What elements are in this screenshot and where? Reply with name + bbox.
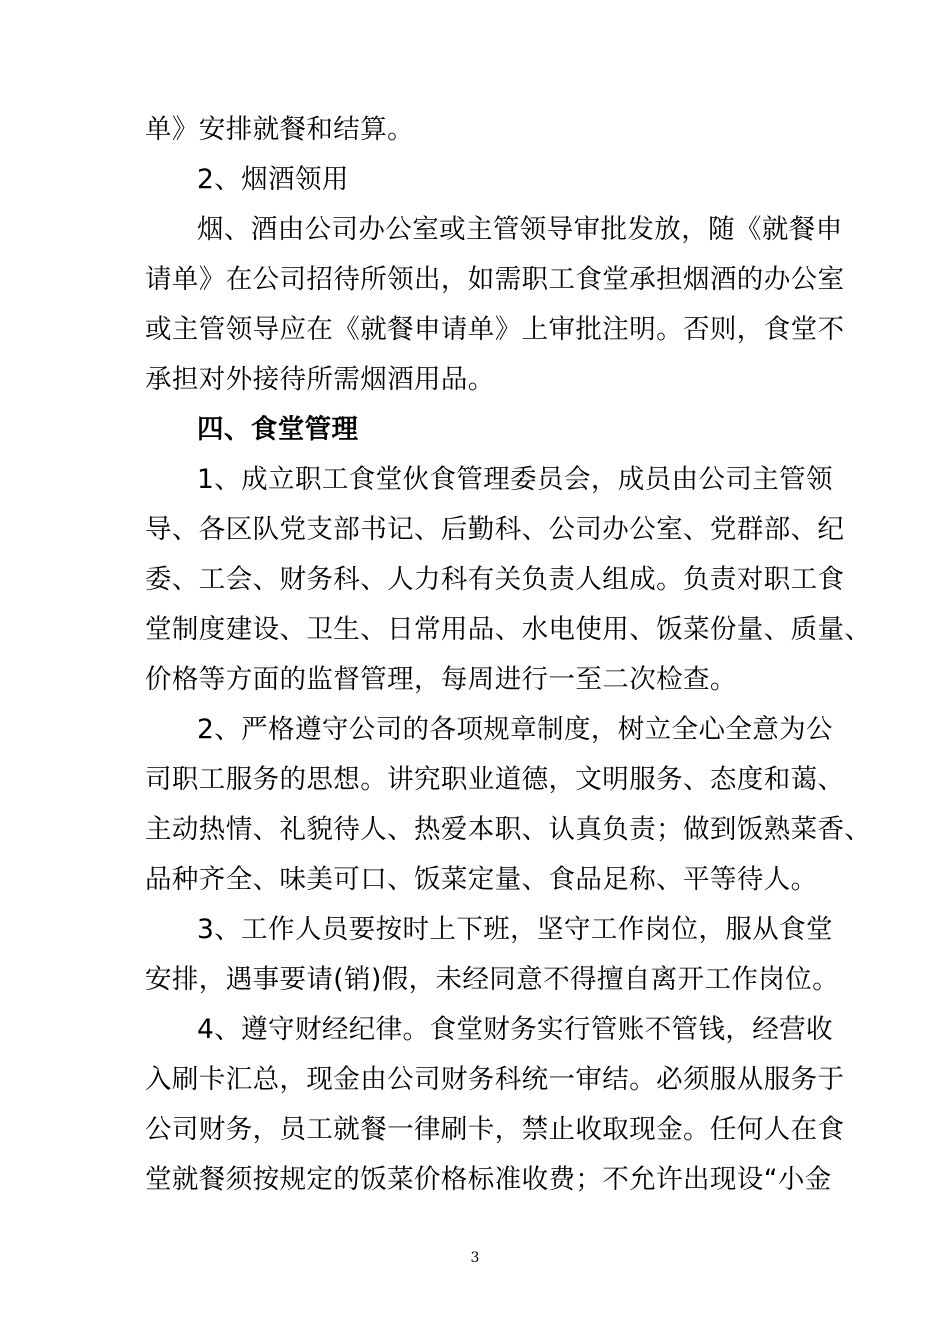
text-line: 公司财务，员工就餐一律刷卡，禁止收取现金。任何人在食: [145, 1114, 845, 1145]
section-heading: 四、食堂管理: [197, 414, 359, 445]
text-line: 请单》在公司招待所领出，如需职工食堂承担烟酒的办公室: [145, 264, 845, 295]
subsection-heading: 2、烟酒领用: [197, 164, 349, 195]
text-line: 委、工会、财务科、人力科有关负责人组成。负责对职工食: [145, 564, 845, 595]
text-line: 主动热情、礼貌待人、热爱本职、认真负责；做到饭熟菜香、: [145, 814, 872, 845]
text-line: 3、工作人员要按时上下班，坚守工作岗位，服从食堂: [197, 914, 833, 945]
text-line: 品种齐全、味美可口、饭菜定量、食品足称、平等待人。: [145, 864, 818, 895]
text-line: 4、遵守财经纪律。食堂财务实行管账不管钱，经营收: [197, 1014, 833, 1045]
text-line: 导、各区队党支部书记、后勤科、公司办公室、党群部、纪: [145, 514, 845, 545]
text-line: 承担对外接待所需烟酒用品。: [145, 364, 495, 395]
page-number: 3: [470, 1250, 480, 1266]
text-line: 入刷卡汇总，现金由公司财务科统一审结。必须服从服务于: [145, 1064, 845, 1095]
text-line: 价格等方面的监督管理，每周进行一至二次检查。: [145, 664, 737, 695]
text-line: 司职工服务的思想。讲究职业道德，文明服务、态度和蔼、: [145, 764, 845, 795]
text-line: 安排，遇事要请(销)假，未经同意不得擅自离开工作岗位。: [145, 964, 839, 995]
text-line: 单》安排就餐和结算。: [145, 114, 414, 145]
text-line: 堂制度建设、卫生、日常用品、水电使用、饭菜份量、质量、: [145, 614, 872, 645]
text-line: 烟、酒由公司办公室或主管领导审批发放，随《就餐申: [197, 214, 843, 245]
text-line: 1、成立职工食堂伙食管理委员会，成员由公司主管领: [197, 464, 833, 495]
text-line: 2、严格遵守公司的各项规章制度，树立全心全意为公: [197, 714, 833, 745]
text-line: 或主管领导应在《就餐申请单》上审批注明。否则，食堂不: [145, 314, 845, 345]
text-line: 堂就餐须按规定的饭菜价格标准收费；不允许出现设“小金: [145, 1164, 832, 1195]
